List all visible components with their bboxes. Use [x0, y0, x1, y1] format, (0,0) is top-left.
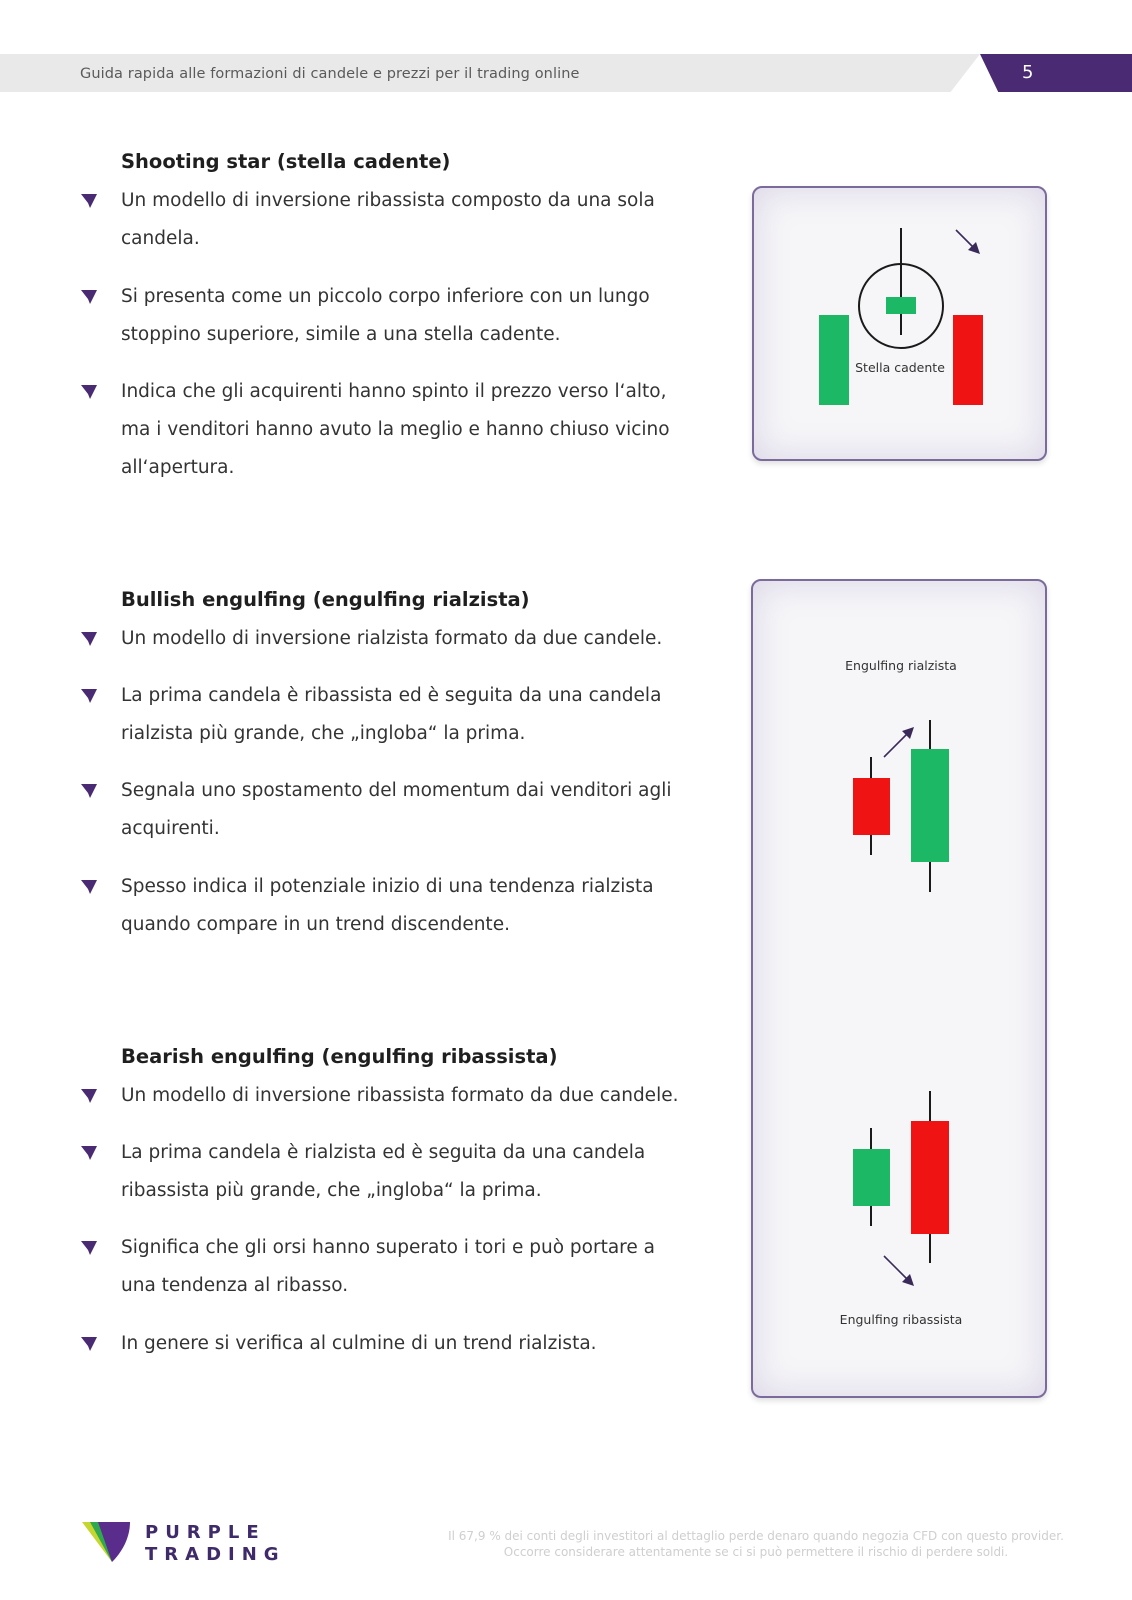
logo-mark-icon: [82, 1520, 132, 1564]
bullet-text: Un modello di inversione rialzista formato da due candele.: [121, 628, 663, 649]
bullet-text: La prima candela è rialzista ed è seguita da una candela ribassista più grande, che „ingloba“ la prima.: [121, 1142, 646, 1201]
header-title: Guida rapida alle formazioni di candele e prezzi per il trading online: [80, 66, 580, 82]
bullet-icon: [80, 688, 98, 704]
page-number-tab: [980, 54, 1132, 92]
engulfing-ribassista-label: Engulfing ribassista: [839, 1312, 963, 1327]
bullish-engulfing-candle: [911, 749, 949, 862]
bullet-text: Si presenta come un piccolo corpo inferiore con un lungo stoppino superiore, simile a una stella cadente.: [121, 286, 650, 345]
bullet-text: La prima candela è ribassista ed è seguita da una candela rialzista più grande, che „ingloba“ la prima.: [121, 685, 662, 744]
shooting-star-diagram: [754, 188, 1049, 463]
bullet-text: Significa che gli orsi hanno superato i tori e può portare a una tendenza al ribasso.: [121, 1237, 655, 1296]
bullet-text: In genere si verifica al culmine di un trend rialzista.: [121, 1333, 597, 1354]
red-candle: [953, 315, 983, 405]
purple-trading-logo: [82, 1520, 286, 1570]
bullet-text: Spesso indica il potenziale inizio di una tendenza rialzista quando compare in un trend discendente.: [121, 876, 654, 935]
section-title: Bearish engulfing (engulfing ribassista): [121, 1045, 558, 1068]
bullet-text: Indica che gli acquirenti hanno spinto il prezzo verso l‘alto, ma i venditori hanno avuto la meglio e hanno chiuso vicino all‘apertura.: [121, 381, 670, 478]
bullet-text: Segnala uno spostamento del momentum dai venditori agli acquirenti.: [121, 780, 672, 839]
bullish-candle: [853, 1149, 890, 1206]
bullet-icon: [80, 783, 98, 799]
section-title: Shooting star (stella cadente): [121, 150, 451, 173]
bullet-icon: [80, 1088, 98, 1104]
logo-text-line1: PURPLE: [145, 1522, 266, 1543]
down-arrow-icon: [884, 1256, 909, 1281]
bullet-icon: [80, 631, 98, 647]
bullet-icon: [80, 1336, 98, 1352]
bullet-icon: [80, 879, 98, 895]
logo-text-line2: TRADING: [145, 1544, 286, 1565]
bullet-icon: [80, 193, 98, 209]
bullet-icon: [80, 1240, 98, 1256]
bullet-icon: [80, 384, 98, 400]
stella-cadente-label: Stella cadente: [855, 360, 945, 375]
risk-disclaimer: Il 67,9 % dei conti degli investitori al dettaglio perde denaro quando negozia CFD con questo provider. Occorre considerare attentamente se ci si può permettere il rischio di perdere soldi.: [448, 1529, 1064, 1559]
bearish-candle: [853, 778, 890, 835]
engulfing-illustration: [751, 579, 1047, 1398]
bullet-icon: [80, 1145, 98, 1161]
bullet-text: Un modello di inversione ribassista formato da due candele.: [121, 1085, 679, 1106]
section-title: Bullish engulfing (engulfing rialzista): [121, 588, 530, 611]
page-number: 5: [1022, 62, 1034, 83]
engulfing-rialzista-label: Engulfing rialzista: [845, 658, 957, 673]
bearish-engulfing-candle: [911, 1121, 949, 1234]
bullet-icon: [80, 289, 98, 305]
up-arrow-icon: [884, 732, 909, 757]
green-candle: [819, 315, 849, 405]
bullet-text: Un modello di inversione ribassista composto da una sola candela.: [121, 190, 655, 249]
engulfing-diagram: [753, 581, 1049, 1400]
shooting-star-illustration: [752, 186, 1047, 461]
shooting-star-candle: [886, 297, 916, 314]
